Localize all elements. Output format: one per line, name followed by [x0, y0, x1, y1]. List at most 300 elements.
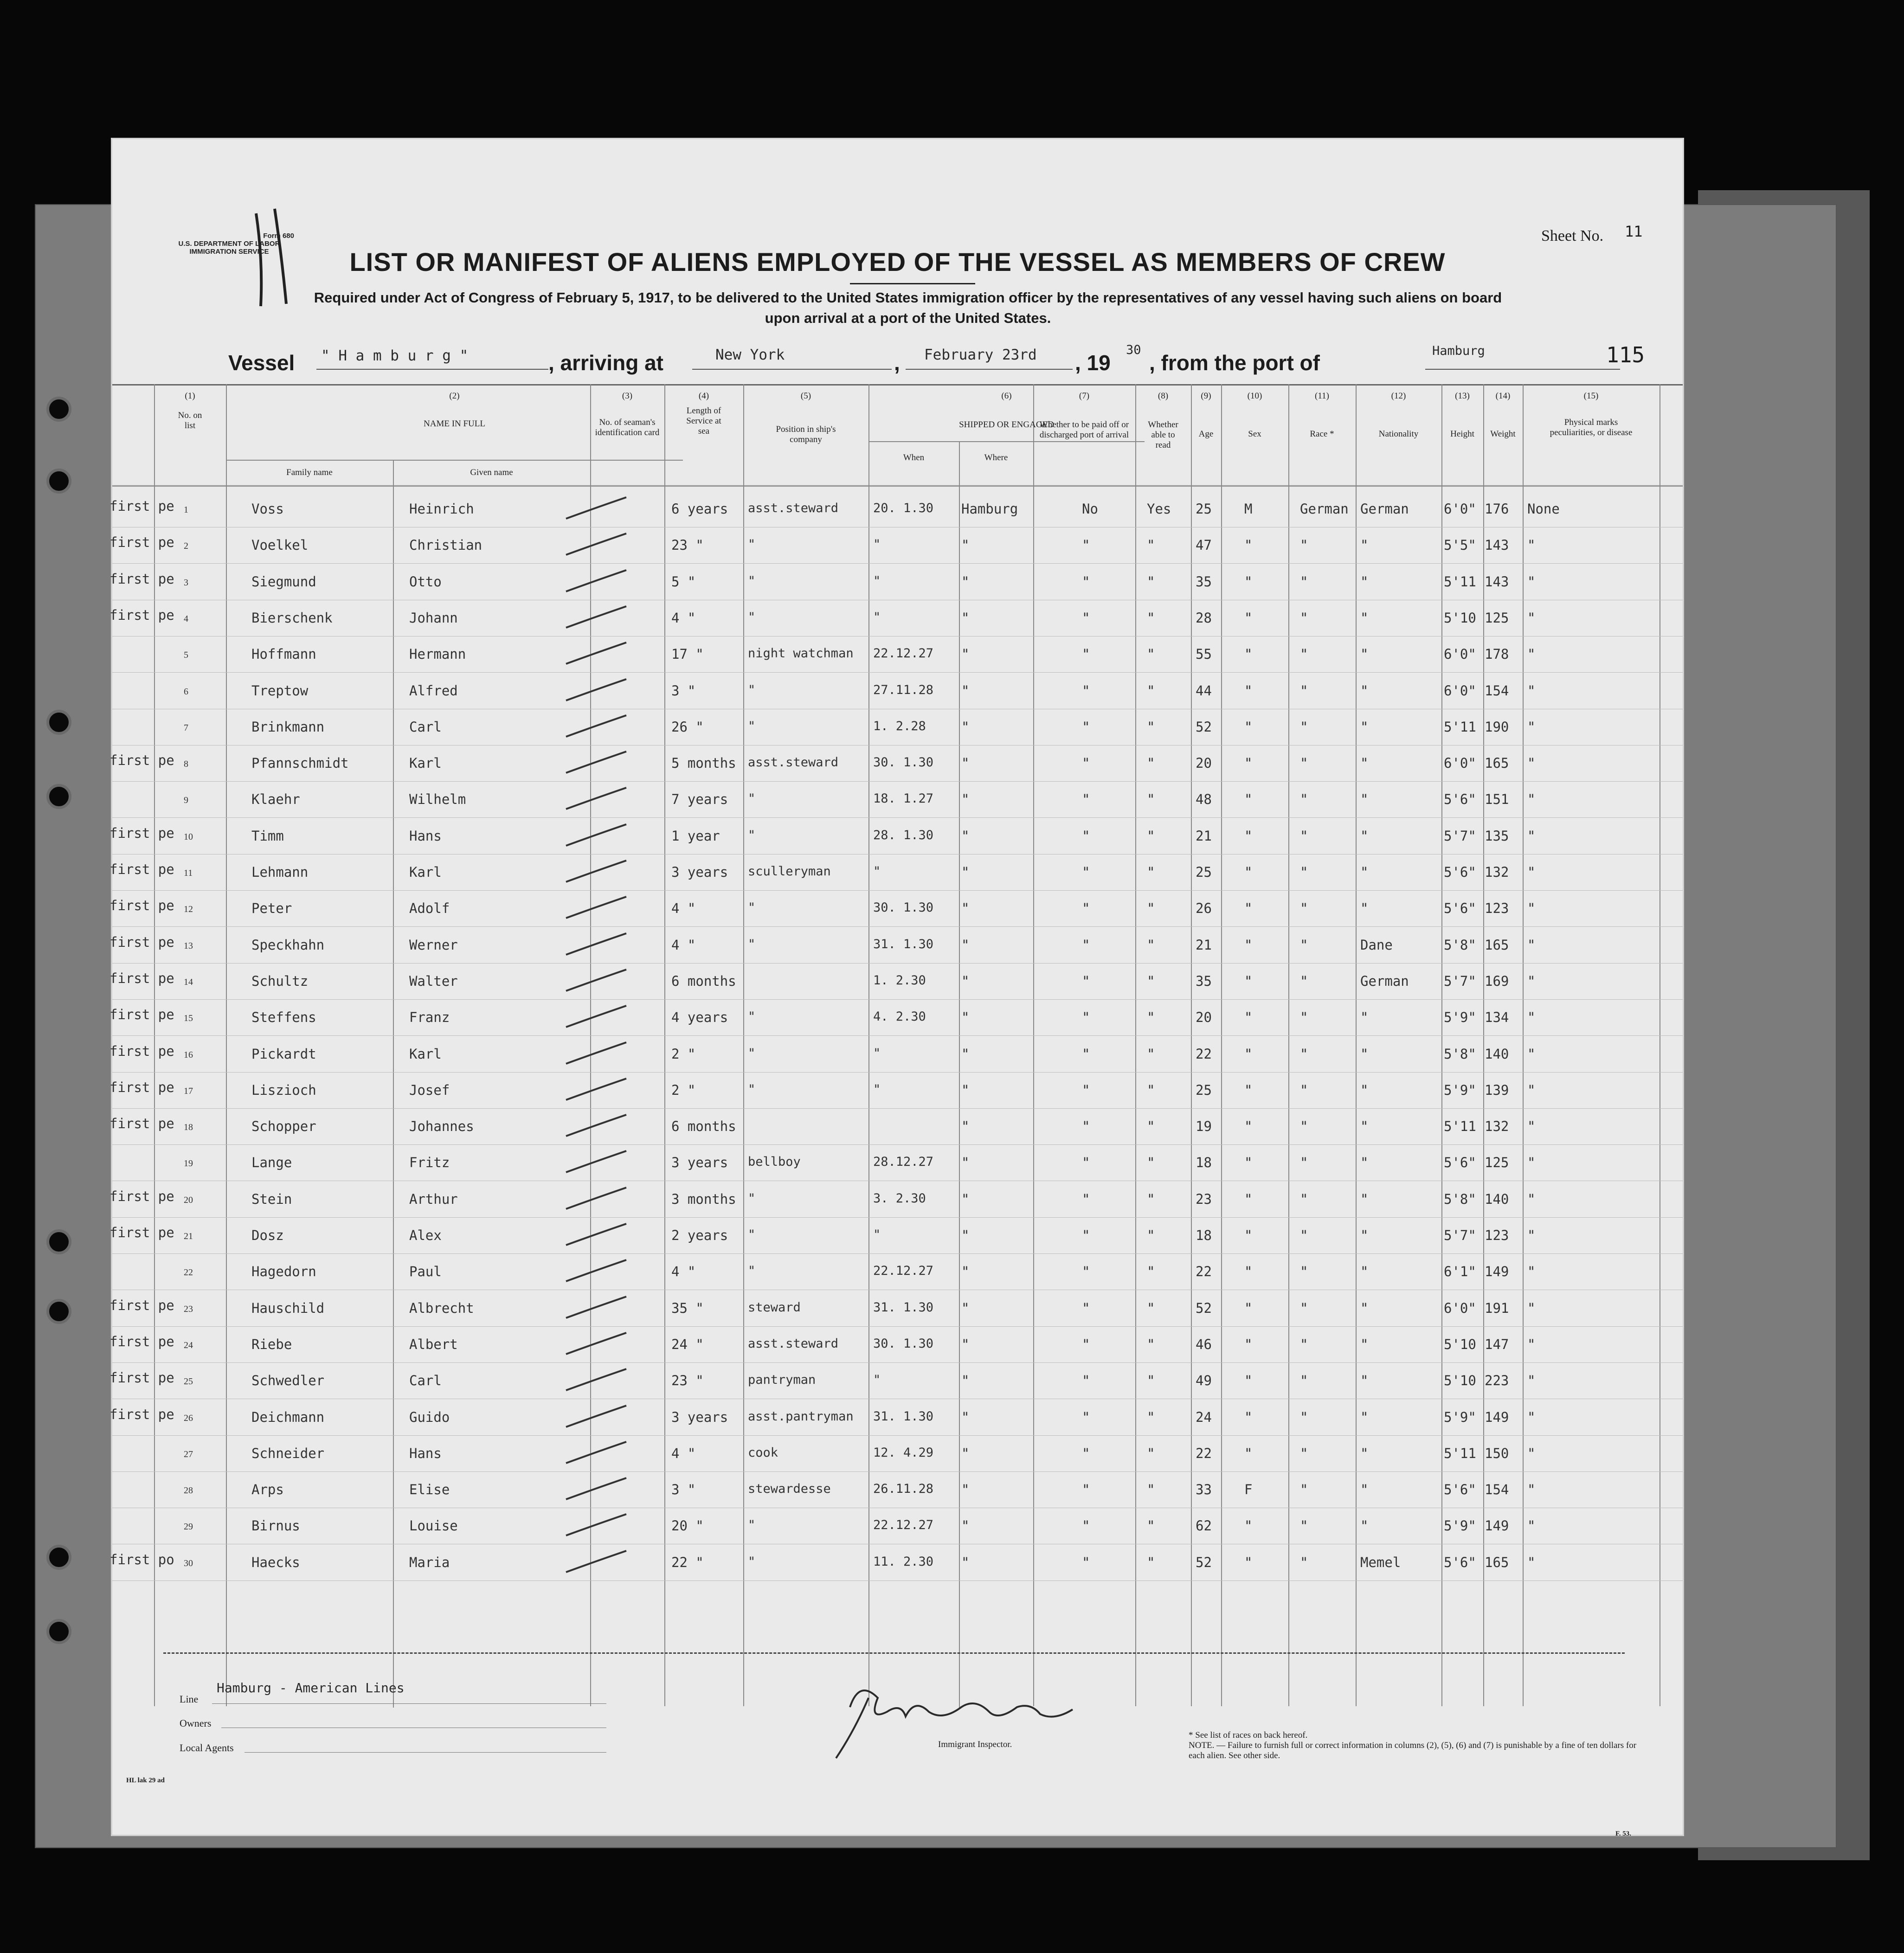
row-length-of-service: 7 years — [671, 791, 728, 808]
row-paid-off: " — [1082, 1046, 1090, 1062]
row-shipped-when: 28. 1.30 — [873, 828, 934, 842]
row-sex: " — [1244, 1082, 1253, 1098]
row-length-of-service: 1 year — [671, 828, 720, 844]
row-nationality: " — [1360, 1191, 1369, 1207]
row-race: " — [1300, 1264, 1308, 1280]
row-shipped-where: " — [961, 973, 970, 989]
row-race: " — [1300, 610, 1308, 626]
table-row — [112, 1254, 1683, 1291]
row-position: " — [748, 937, 756, 951]
row-height: 5'11 — [1444, 1445, 1476, 1461]
row-race: " — [1300, 1482, 1308, 1498]
line-underline — [212, 1703, 606, 1704]
row-able-to-read: " — [1147, 1191, 1155, 1207]
row-height: 6'0" — [1444, 501, 1476, 517]
row-weight: 165 — [1485, 937, 1509, 953]
row-given-name: Walter — [409, 973, 458, 989]
note-text: NOTE. — Failure to furnish full or correct information in columns (2), (5), (6) and (7) is punishable by a fine of ten dollars for each alien. See other side. — [1189, 1741, 1637, 1760]
row-nationality: " — [1360, 719, 1369, 735]
row-sex: " — [1244, 1155, 1253, 1171]
table-row — [109, 1182, 1683, 1218]
page-title: LIST OR MANIFEST OF ALIENS EMPLOYED OF THE VESSEL AS MEMBERS OF CREW — [349, 247, 1446, 276]
identification-card-slash-mark — [561, 1511, 631, 1539]
row-able-to-read: " — [1147, 646, 1155, 662]
row-nationality: " — [1360, 1227, 1369, 1243]
row-position: asst.steward — [748, 755, 839, 770]
sheet-number — [1541, 223, 1643, 245]
local-agents-label: Local Agents — [180, 1742, 234, 1754]
row-paid-off: " — [1082, 646, 1090, 662]
row-age: 18 — [1196, 1155, 1212, 1171]
row-given-name: Otto — [409, 573, 442, 590]
row-able-to-read: " — [1147, 1118, 1155, 1135]
row-nationality: Dane — [1360, 937, 1393, 953]
subheader-rule — [226, 460, 683, 461]
header-col11 — [1288, 391, 1356, 439]
row-race: " — [1300, 828, 1308, 844]
identification-card-slash-mark — [561, 1112, 631, 1140]
departure-port: Hamburg — [1432, 344, 1485, 358]
row-class-annotation: first pe — [109, 1225, 174, 1240]
row-shipped-when: 26.11.28 — [873, 1482, 934, 1497]
row-list-number: 16 — [184, 1049, 193, 1060]
header-col7 — [1033, 391, 1135, 440]
row-shipped-where: " — [961, 828, 970, 844]
row-weight: 165 — [1485, 755, 1509, 771]
row-shipped-when: 30. 1.30 — [873, 1336, 934, 1351]
row-class-annotation: first pe — [109, 1079, 174, 1095]
row-length-of-service: 3 months — [671, 1191, 736, 1207]
row-shipped-when: 22.12.27 — [873, 1518, 934, 1533]
header-col11-label: Race * — [1310, 429, 1334, 439]
row-shipped-when: 11. 2.30 — [873, 1554, 934, 1569]
row-race: " — [1300, 1554, 1308, 1570]
row-shipped-where: " — [961, 1082, 970, 1098]
row-list-number: 6 — [184, 686, 188, 697]
identification-card-slash-mark — [561, 1076, 631, 1104]
row-class-annotation: first pe — [109, 498, 174, 514]
row-paid-off: " — [1082, 1191, 1090, 1207]
row-able-to-read: " — [1147, 537, 1155, 553]
row-height: 6'0" — [1444, 682, 1476, 699]
binder-hole — [46, 397, 71, 422]
identification-card-slash-mark — [561, 1040, 631, 1067]
row-length-of-service: 3 years — [671, 864, 728, 880]
row-physical-marks: " — [1527, 1082, 1536, 1098]
row-list-number: 13 — [184, 940, 193, 951]
row-list-number: 7 — [184, 722, 188, 733]
row-shipped-when: " — [873, 1227, 881, 1242]
row-position: " — [748, 537, 756, 552]
row-rule — [112, 781, 1683, 782]
row-paid-off: " — [1082, 719, 1090, 735]
row-rule — [112, 1144, 1683, 1145]
row-race: " — [1300, 719, 1308, 735]
row-weight: 190 — [1485, 719, 1509, 735]
row-length-of-service: 2 " — [671, 1046, 696, 1062]
table-row — [109, 492, 1683, 528]
row-class-annotation: first pe — [109, 934, 174, 950]
row-weight: 132 — [1485, 1118, 1509, 1135]
row-class-annotation: first pe — [109, 1007, 174, 1023]
row-position: " — [748, 791, 756, 806]
row-weight: 147 — [1485, 1336, 1509, 1352]
table-row — [109, 1073, 1683, 1109]
table-row — [109, 601, 1683, 637]
row-given-name: Alex — [409, 1227, 442, 1243]
table-row — [112, 710, 1683, 746]
table-row — [109, 528, 1683, 564]
table-row — [112, 1145, 1683, 1182]
row-paid-off: " — [1082, 1554, 1090, 1570]
header-col12 — [1356, 391, 1441, 439]
row-family-name: Brinkmann — [251, 719, 325, 735]
row-height: 5'6" — [1444, 1554, 1476, 1570]
binder-hole — [46, 1299, 71, 1324]
row-position: " — [748, 1082, 756, 1097]
row-class-annotation: first pe — [109, 1297, 174, 1313]
sheet-value: 11 — [1625, 223, 1643, 240]
row-able-to-read: " — [1147, 1373, 1155, 1389]
row-age: 33 — [1196, 1482, 1212, 1498]
table-row — [109, 746, 1683, 782]
row-paid-off: " — [1082, 1482, 1090, 1498]
header-col11-number: (11) — [1315, 391, 1329, 401]
row-family-name: Schwedler — [251, 1373, 325, 1389]
row-nationality: " — [1360, 1264, 1369, 1280]
row-physical-marks: " — [1527, 1300, 1536, 1316]
row-age: 21 — [1196, 937, 1212, 953]
row-able-to-read: " — [1147, 1482, 1155, 1498]
vessel-underline — [316, 369, 548, 370]
header-col2-number: (2) — [449, 391, 460, 401]
row-age: 23 — [1196, 1191, 1212, 1207]
row-height: 5'11 — [1444, 1118, 1476, 1135]
row-length-of-service: 4 years — [671, 1009, 728, 1026]
row-position: sculleryman — [748, 864, 831, 879]
header-given-name: Given name — [470, 468, 513, 477]
row-sex: " — [1244, 719, 1253, 735]
row-length-of-service: 20 " — [671, 1518, 704, 1534]
row-length-of-service: 4 " — [671, 900, 696, 917]
row-height: 5'9" — [1444, 1518, 1476, 1534]
row-shipped-when: 31. 1.30 — [873, 1409, 934, 1424]
row-list-number: 15 — [184, 1013, 193, 1024]
row-age: 22 — [1196, 1264, 1212, 1280]
row-family-name: Treptow — [251, 682, 309, 699]
row-sex: " — [1244, 573, 1253, 590]
table-row — [112, 1436, 1683, 1472]
row-able-to-read: " — [1147, 791, 1155, 808]
row-physical-marks: " — [1527, 1046, 1536, 1062]
row-weight: 178 — [1485, 646, 1509, 662]
row-shipped-where: " — [961, 864, 970, 880]
header-col8-label: Whether able to read — [1148, 420, 1178, 450]
row-race: German — [1300, 501, 1349, 517]
port-underline — [1425, 369, 1620, 370]
header-col13 — [1441, 391, 1483, 439]
row-sex: " — [1244, 1554, 1253, 1570]
row-list-number: 8 — [184, 759, 188, 770]
line-label: Line — [180, 1693, 199, 1705]
row-age: 35 — [1196, 573, 1212, 590]
header-col8-number: (8) — [1158, 391, 1169, 401]
row-given-name: Guido — [409, 1409, 450, 1425]
footer-notes — [1189, 1730, 1643, 1761]
row-shipped-when: 27.11.28 — [873, 682, 934, 697]
table-row — [109, 964, 1683, 1000]
row-physical-marks: " — [1527, 1445, 1536, 1461]
binder-hole — [46, 1619, 71, 1644]
row-shipped-where: " — [961, 1445, 970, 1461]
row-nationality: " — [1360, 1155, 1369, 1171]
identification-card-slash-mark — [561, 1221, 631, 1249]
row-rule — [112, 890, 1683, 891]
row-position: asst.steward — [748, 501, 839, 515]
header-col5-number: (5) — [800, 391, 811, 401]
row-family-name: Deichmann — [251, 1409, 325, 1425]
row-nationality: " — [1360, 1082, 1369, 1098]
row-weight: 132 — [1485, 864, 1509, 880]
arriving-label: , arriving at — [548, 351, 663, 375]
subtitle-line-1: Required under Act of Congress of February 5, 1917, to be delivered to the United States immigration officer by the representatives of any vessel having such aliens on board — [314, 289, 1502, 306]
row-rule — [112, 672, 1683, 673]
row-position: asst.pantryman — [748, 1409, 854, 1424]
row-shipped-where: " — [961, 646, 970, 662]
row-family-name: Riebe — [251, 1336, 292, 1352]
row-length-of-service: 2 years — [671, 1227, 728, 1243]
row-able-to-read: " — [1147, 900, 1155, 917]
row-paid-off: " — [1082, 791, 1090, 808]
row-race: " — [1300, 791, 1308, 808]
row-nationality: " — [1360, 1373, 1369, 1389]
row-sex: " — [1244, 682, 1253, 699]
row-class-annotation: first pe — [109, 1406, 174, 1422]
row-age: 49 — [1196, 1373, 1212, 1389]
row-able-to-read: " — [1147, 1300, 1155, 1316]
row-given-name: Karl — [409, 1046, 442, 1062]
row-given-name: Paul — [409, 1264, 442, 1280]
date-comma: , — [894, 351, 900, 375]
row-family-name: Klaehr — [251, 791, 300, 808]
row-nationality: German — [1360, 973, 1409, 989]
row-height: 5'6" — [1444, 791, 1476, 808]
identification-card-slash-mark — [561, 640, 631, 668]
row-position: " — [748, 828, 756, 842]
row-weight: 154 — [1485, 682, 1509, 699]
row-height: 5'7" — [1444, 1227, 1476, 1243]
row-given-name: Fritz — [409, 1155, 450, 1171]
row-list-number: 30 — [184, 1558, 193, 1568]
row-length-of-service: 26 " — [671, 719, 704, 735]
row-able-to-read: " — [1147, 1264, 1155, 1280]
row-physical-marks: " — [1527, 537, 1536, 553]
row-given-name: Franz — [409, 1009, 450, 1026]
row-height: 5'6" — [1444, 1482, 1476, 1498]
row-age: 20 — [1196, 1009, 1212, 1026]
identification-card-slash-mark — [561, 604, 631, 631]
row-rule — [112, 1035, 1683, 1036]
form-code-left: HL lak 29 ad — [126, 1777, 165, 1784]
row-family-name: Schopper — [251, 1118, 316, 1135]
row-shipped-when: 30. 1.30 — [873, 900, 934, 915]
identification-card-slash-mark — [561, 1294, 631, 1322]
row-family-name: Voss — [251, 501, 284, 517]
row-paid-off: " — [1082, 937, 1090, 953]
department-name: U.S. DEPARTMENT OF LABOR — [178, 240, 280, 248]
row-shipped-where: " — [961, 1191, 970, 1207]
row-nationality: " — [1360, 1046, 1369, 1062]
row-race: " — [1300, 1300, 1308, 1316]
row-shipped-where: " — [961, 610, 970, 626]
row-weight: 125 — [1485, 610, 1509, 626]
row-age: 26 — [1196, 900, 1212, 917]
header-col6-number: (6) — [1001, 391, 1012, 401]
row-able-to-read: " — [1147, 1518, 1155, 1534]
row-height: 5'9" — [1444, 1409, 1476, 1425]
header-bottom-rule — [112, 485, 1683, 487]
row-position: cook — [748, 1445, 778, 1460]
date-underline — [906, 369, 1073, 370]
row-race: " — [1300, 682, 1308, 699]
row-height: 5'11 — [1444, 573, 1476, 590]
row-length-of-service: 35 " — [671, 1300, 704, 1316]
row-age: 25 — [1196, 501, 1212, 517]
arriving-port: New York — [715, 347, 785, 363]
row-shipped-where: " — [961, 1409, 970, 1425]
row-family-name: Birnus — [251, 1518, 300, 1534]
row-length-of-service: 3 years — [671, 1155, 728, 1171]
row-family-name: Voelkel — [251, 537, 309, 553]
header-col14 — [1483, 391, 1523, 439]
row-race: " — [1300, 1518, 1308, 1534]
row-given-name: Christian — [409, 537, 482, 553]
row-class-annotation: first pe — [109, 970, 174, 986]
row-age: 25 — [1196, 1082, 1212, 1098]
row-able-to-read: " — [1147, 1227, 1155, 1243]
row-rule — [112, 999, 1683, 1000]
row-position: pantryman — [748, 1373, 816, 1388]
row-weight: 140 — [1485, 1046, 1509, 1062]
row-paid-off: " — [1082, 573, 1090, 590]
table-row — [109, 855, 1683, 891]
row-position: " — [748, 610, 756, 624]
row-shipped-where: " — [961, 537, 970, 553]
arrival-date: February 23rd — [924, 347, 1037, 363]
row-able-to-read: " — [1147, 573, 1155, 590]
row-height: 5'10 — [1444, 1336, 1476, 1352]
binder-hole — [46, 469, 71, 494]
row-given-name: Karl — [409, 755, 442, 771]
identification-card-slash-mark — [561, 931, 631, 958]
row-race: " — [1300, 1082, 1308, 1098]
row-given-name: Heinrich — [409, 501, 474, 517]
row-height: 5'9" — [1444, 1082, 1476, 1098]
row-able-to-read: " — [1147, 1046, 1155, 1062]
row-able-to-read: " — [1147, 682, 1155, 699]
row-family-name: Haecks — [251, 1554, 300, 1570]
table-top-rule — [112, 384, 1683, 385]
row-list-number: 12 — [184, 904, 193, 915]
table-row — [109, 1545, 1683, 1581]
row-race: " — [1300, 1118, 1308, 1135]
row-able-to-read: " — [1147, 1336, 1155, 1352]
row-sex: " — [1244, 828, 1253, 844]
row-list-number: 26 — [184, 1413, 193, 1423]
row-nationality: " — [1360, 573, 1369, 590]
row-physical-marks: " — [1527, 1336, 1536, 1352]
row-race: " — [1300, 1191, 1308, 1207]
row-length-of-service: 3 " — [671, 1482, 696, 1498]
row-physical-marks: " — [1527, 573, 1536, 590]
row-list-number: 20 — [184, 1195, 193, 1205]
header-col14-number: (14) — [1495, 391, 1511, 401]
row-class-annotation: first pe — [109, 1116, 174, 1132]
row-shipped-where: " — [961, 1046, 970, 1062]
table-row — [112, 782, 1683, 818]
row-shipped-when: 12. 4.29 — [873, 1445, 934, 1460]
row-list-number: 10 — [184, 831, 193, 842]
row-sex: M — [1244, 501, 1253, 517]
row-list-number: 3 — [184, 577, 188, 588]
row-nationality: " — [1360, 1009, 1369, 1026]
agents-underline — [244, 1752, 606, 1753]
row-age: 62 — [1196, 1518, 1212, 1534]
row-height: 5'8" — [1444, 1191, 1476, 1207]
row-family-name: Dosz — [251, 1227, 284, 1243]
row-physical-marks: " — [1527, 1482, 1536, 1498]
identification-card-slash-mark — [561, 1003, 631, 1031]
row-physical-marks: " — [1527, 1155, 1536, 1171]
row-given-name: Johannes — [409, 1118, 474, 1135]
header-col1-number: (1) — [185, 391, 195, 401]
row-rule — [112, 963, 1683, 964]
row-class-annotation: first pe — [109, 607, 174, 623]
row-position: " — [748, 719, 756, 733]
row-age: 22 — [1196, 1445, 1212, 1461]
identification-card-slash-mark — [561, 967, 631, 995]
row-physical-marks: " — [1527, 1191, 1536, 1207]
title-rule — [850, 283, 975, 284]
row-list-number: 25 — [184, 1376, 193, 1387]
binder-hole — [46, 1545, 71, 1570]
row-height: 6'1" — [1444, 1264, 1476, 1280]
table-row — [112, 1472, 1683, 1509]
row-paid-off: " — [1082, 828, 1090, 844]
row-height: 6'0" — [1444, 646, 1476, 662]
row-family-name: Speckhahn — [251, 937, 325, 953]
form-number: Form 680 — [263, 232, 294, 240]
row-physical-marks: " — [1527, 1409, 1536, 1425]
row-height: 5'7" — [1444, 828, 1476, 844]
row-position: " — [748, 1518, 756, 1533]
header-col5 — [743, 391, 868, 445]
row-length-of-service: 17 " — [671, 646, 704, 662]
row-rule — [112, 1471, 1683, 1472]
row-sex: " — [1244, 646, 1253, 662]
row-position: asst.steward — [748, 1336, 839, 1351]
row-age: 52 — [1196, 1300, 1212, 1316]
row-physical-marks: " — [1527, 900, 1536, 917]
row-length-of-service: 5 months — [671, 755, 736, 771]
row-family-name: Bierschenk — [251, 610, 333, 626]
row-length-of-service: 5 " — [671, 573, 696, 590]
row-family-name: Peter — [251, 900, 292, 917]
row-sex: F — [1244, 1482, 1253, 1498]
row-shipped-where: " — [961, 1336, 970, 1352]
binder-hole — [46, 710, 71, 735]
row-length-of-service: 23 " — [671, 537, 704, 553]
